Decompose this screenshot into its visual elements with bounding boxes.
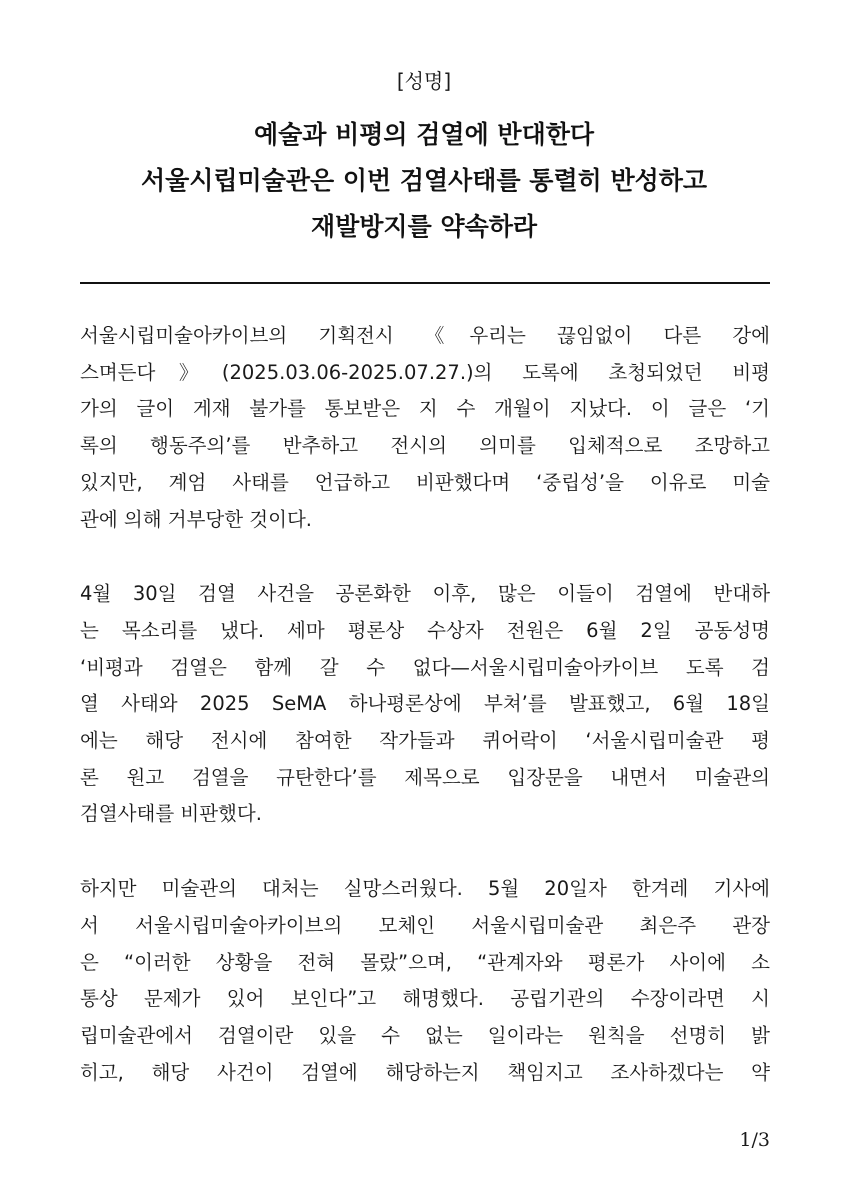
paragraph-line: 서 서울시립미술아카이브의 모체인 서울시립미술관 최은주 관장 <box>80 913 770 937</box>
paragraph-line: 서울시립미술아카이브의 기획전시 《우리는 끊임없이 다른 강에 <box>80 324 770 347</box>
paragraph-line: 열 사태와 2025 SeMA 하나평론상에 부쳐’를 발표했고, 6월 18일 <box>80 692 770 716</box>
paragraph-line: 립미술관에서 검열이란 있을 수 없는 일이라는 원칙을 선명히 밝 <box>80 1023 770 1047</box>
paragraph-line: ‘비평과 검열은 함께 갈 수 없다—서울시립미술아카이브 도록 검 <box>80 655 770 679</box>
paragraph-line: 록의 행동주의’를 반추하고 전시의 의미를 입체적으로 조망하고 <box>80 434 770 458</box>
page-number: 1/3 <box>739 1129 770 1151</box>
statement-label: [성명] <box>396 69 452 93</box>
paragraph-line: 스며든다》(2025.03.06-2025.07.27.)의 도록에 초청되었던 비평 <box>80 360 770 384</box>
paragraph-line: 가의 글이 게재 불가를 통보받은 지 수 개월이 지났다. 이 글은 ‘기 <box>80 397 770 421</box>
title-divider <box>80 282 770 284</box>
paragraph-line: 론 원고 검열을 규탄한다’를 제목으로 입장문을 내면서 미술관의 <box>80 765 770 789</box>
title-line-1: 예술과 비평의 검열에 반대한다 <box>253 120 595 149</box>
title-line-2: 서울시립미술관은 이번 검열사태를 통렬히 반성하고 <box>140 166 708 195</box>
paragraph-line: 하지만 미술관의 대처는 실망스러웠다. 5월 20일자 한겨레 기사에 <box>80 877 770 901</box>
paragraph-line: 있지만, 계엄 사태를 언급하고 비판했다며 ‘중립성’을 이유로 미술 <box>80 470 770 494</box>
paragraph-line: 는 목소리를 냈다. 세마 평론상 수상자 전원은 6월 2일 공동성명 <box>80 618 770 642</box>
paragraph-1 <box>80 318 770 538</box>
paragraph-3 <box>80 871 770 1091</box>
paragraph-line: 에는 해당 전시에 참여한 작가들과 퀴어락이 ‘서울시립미술관 평 <box>80 729 770 753</box>
paragraph-line: 통상 문제가 있어 보인다”고 해명했다. 공립기관의 수장이라면 시 <box>80 987 770 1011</box>
paragraph-line: 은 “이러한 상황을 전혀 몰랐”으며, “관계자와 평론가 사이에 소 <box>80 950 770 974</box>
title-line-3: 재발방지를 약속하라 <box>310 212 538 241</box>
paragraph-2 <box>80 576 770 833</box>
paragraph-line: 검열사태를 비판했다. <box>80 802 262 826</box>
document-title <box>40 112 808 250</box>
paragraph-line: 관에 의해 거부당한 것이다. <box>80 507 313 531</box>
paragraph-line: 4월 30일 검열 사건을 공론화한 이후, 많은 이들이 검열에 반대하 <box>80 582 770 606</box>
document-body <box>80 318 770 1129</box>
paragraph-line: 히고, 해당 사건이 검열에 해당하는지 책임지고 조사하겠다는 약 <box>80 1060 770 1084</box>
